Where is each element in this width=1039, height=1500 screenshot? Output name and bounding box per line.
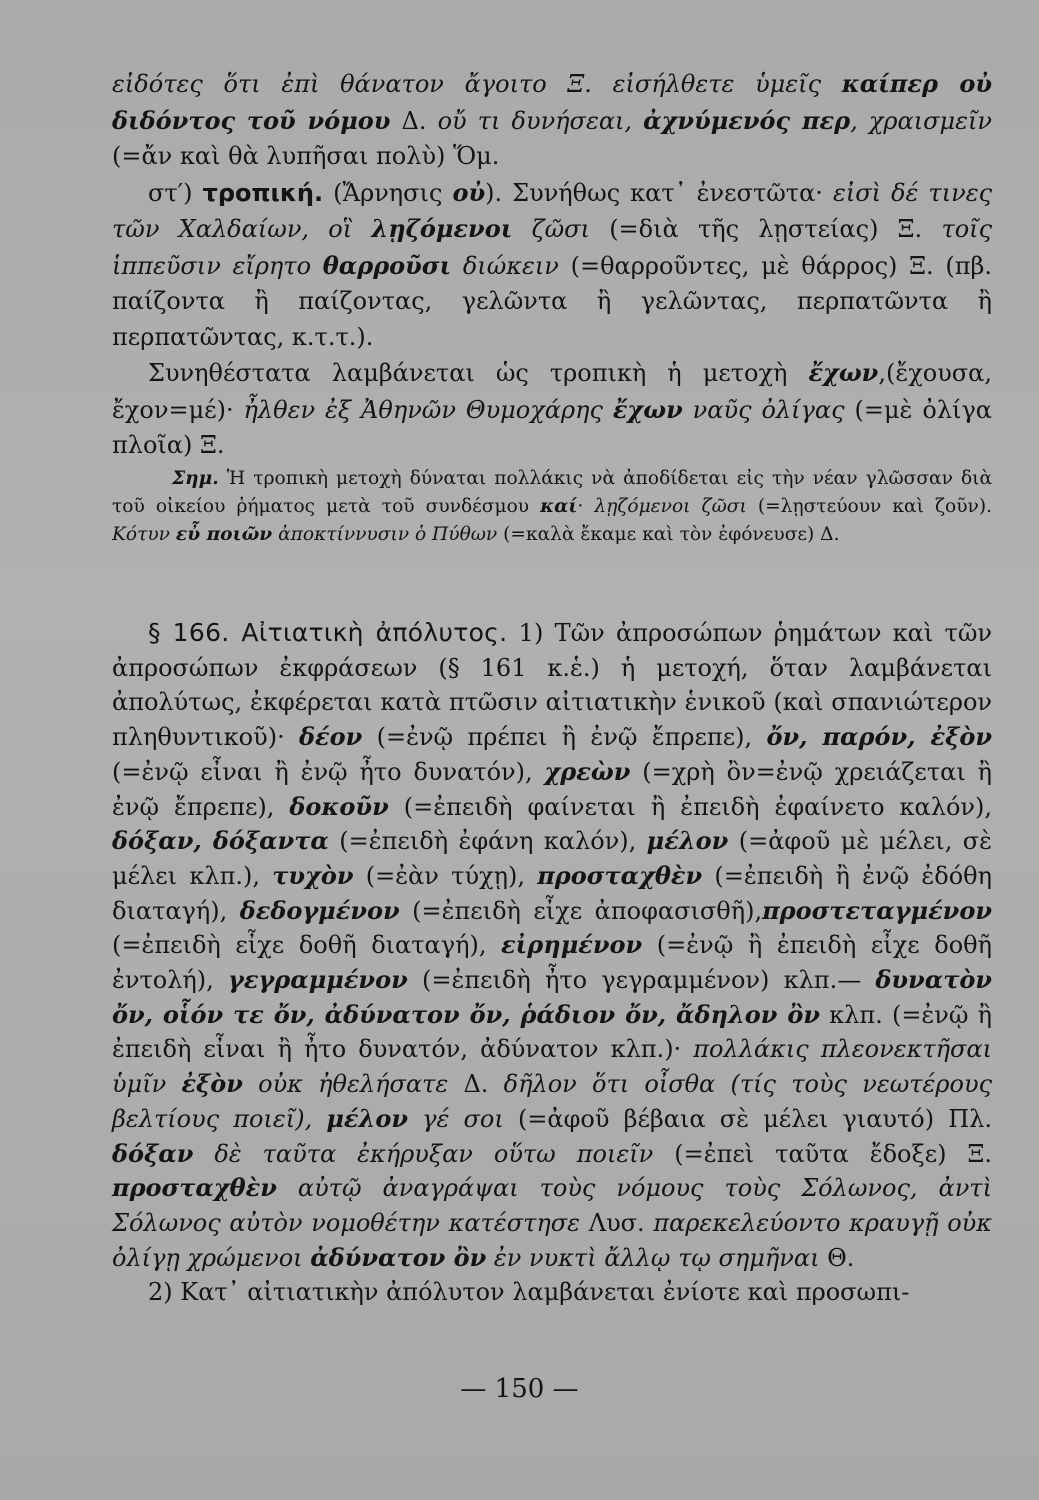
section-paragraph-2: 2) Κατ᾿ αἰτιατικὴν ἀπόλυτον λαμβάνεται ἐνίοτε καὶ προσωπι- [148,1278,910,1307]
text-span: Δ. [390,106,438,135]
bold-phrase: καί [540,496,578,517]
text-span: (=θαρροῦντες, μὲ θάρρος) Ξ. (πβ. παίζοντα ἢ παίζοντας, γελῶντα ἢ γελῶντας, περπατῶντα ἢ περπατῶντας, κ.τ.τ.). [112,251,992,351]
section-paragraph-1 [112,616,992,1275]
text-span: γέ σοι [408,1104,504,1133]
text-span: , [850,106,869,135]
note-label: Σημ. [172,468,219,489]
bold-phrase: τυχὸν [272,860,354,890]
bold-phrase: δέον [299,722,363,752]
text-span: (=ἐπειδὴ φαίνεται ἢ ἐπειδὴ ἐφαίνετο καλόν), [388,792,992,821]
bold-phrase: δεδογμένον [239,895,400,925]
section-heading: § 166. Αἰτιατικὴ ἀπόλυτος. [148,618,508,647]
text-span: (=ἀφοῦ μὲ μέλει, σὲ μέλει κλπ.), [112,827,993,890]
text-span: (=ἐνῷ πρέπει ἢ ἐνῷ ἔπρεπε), [362,723,767,752]
text-span: · [577,496,595,517]
text-span: κλπ. (=ἐνῷ ἢ ἐπειδὴ εἶναι ἢ ἦτο δυνατόν, ἀδύνατον κλπ.)· [112,1000,993,1064]
text-span: (=χρὴ ὂν=ἐνῷ χρειάζεται ἢ ἐνῷ ἔπρεπε), [112,757,992,821]
text-span: Λυσ. [580,1208,654,1237]
text-span: ). Συνήθως κατ᾿ ἐνεστῶτα· [485,178,833,207]
bold-phrase: δοκοῦν [289,791,389,821]
bold-phrase: καίπερ οὐ διδόντος τοῦ νόμου [112,69,992,135]
text-span: ζῶσι [512,215,590,243]
bold-phrase: δυνατὸν ὄν, οἷόν τε ὄν, ἀδύνατον ὄν, ῥάδιον ὄν, ἄδηλον ὂν [112,965,993,1029]
note-block [112,465,992,549]
bold-phrase: δόξαν, δόξαντα [112,826,329,856]
bold-phrase: ἐξὸν [181,1069,243,1099]
text-span: Ἡ τροπικὴ μετοχὴ δύναται πολλάκις νὰ ἀποδίδεται εἰς τὴν νέαν γλῶσσαν διὰ τοῦ οἰκείου ῥήματος μετὰ τοῦ συνδέσμου [112,468,992,517]
text-span: (=μὲ ὀλίγα πλοῖα) Ξ. [112,395,992,459]
bold-phrase: γεγραμμένον [228,965,408,995]
text-span: (=ἐπειδὴ ἢ ἐνῷ ἐδόθη διαταγή), [112,861,992,925]
text-span: ἦλθεν ἐξ Ἀθηνῶν Θυμοχάρης [243,395,613,424]
text-span: (=ἐὰν τύχῃ), [353,861,538,890]
text-span: διώκειν [451,251,559,280]
paragraph-tropiki [112,175,992,356]
text-span: ναῦς ὀλίγας [682,395,845,424]
text-span: δῆλον ὅτι οἶσθα (τίς τοὺς νεωτέρους βελτίους ποιεῖ), [112,1070,993,1133]
text-span: στ′) [148,178,203,207]
bold-phrase: ὄν, παρόν, ἐξὸν [766,722,993,752]
paragraph-examples-concessive [112,66,992,175]
text-span: ,(ἔχουσα, ἔχον=μέ)· [112,359,992,424]
subheading-tropiki: τροπική. [202,178,324,207]
text-span: οὐκ ἠθελήσατε [242,1070,449,1099]
bold-phrase: προσταχθὲν [112,1173,277,1203]
text-span: πολλάκις πλεονεκτῆσαι ὑμῖν [112,1035,992,1099]
text-span: Συνηθέστατα λαμβάνεται ὡς τροπικὴ ἡ μετοχὴ [148,359,809,387]
text-span: εἰσὶ δέ τινες τῶν Χαλδαίων, οἳ [112,178,993,243]
bold-phrase: ἔχων [612,394,683,424]
text-span: Δ. [448,1070,504,1099]
text-span: (=ἀφοῦ βέβαια σὲ μέλει γιαυτό) Πλ. [503,1104,992,1133]
text-span: οὔ τι δυνήσεαι, [437,106,644,135]
text-span: (=διὰ τῆς λῃστείας) Ξ. [589,215,942,243]
paragraph-exon [112,355,992,464]
text-span: (=ἐνῷ εἶναι ἢ ἐνῷ ἦτο δυνατόν), [112,757,545,786]
text-span: (=ἐπειδὴ ἦτο γεγραμμένον) κλπ.— [407,966,876,995]
text-span: λῃζόμενοι ζῶσι [594,496,747,517]
text-span: (=ἐπειδὴ εἶχε δοθῆ διαταγή), [112,931,502,960]
bold-phrase: ἀδύνατον ὂν [310,1242,487,1272]
text-span: ἐν νυκτὶ ἄλλῳ τῳ σημῆναι [486,1243,820,1272]
text-span: ἀποκτίννυσιν ὁ Πύθων [272,524,498,545]
text-span: δὲ ταῦτα ἐκήρυξαν οὕτω ποιεῖν [193,1139,654,1168]
text-span: (=καλὰ ἔκαμε καὶ τὸν ἐφόνευσε) Δ. [497,524,840,545]
main-text-top [112,66,992,464]
section-166 [112,616,992,1310]
bold-phrase: οὐ [452,177,486,207]
text-span: (=ἐπειδὴ εἶχε ἀποφασισθῆ), [399,896,763,925]
bold-phrase: θαρροῦσι [322,250,452,280]
bold-phrase: εἰρημένον [501,930,643,960]
bold-phrase: χρεὼν [544,756,631,786]
text-span: (=λῃστεύουν καὶ ζοῦν). [746,496,992,517]
text-span: τοῖς ἱππεῦσιν εἴρητο [112,215,993,280]
bold-phrase: δόξαν [112,1138,194,1168]
text-span: Κότυν [112,524,176,545]
bold-phrase: μέλον [646,826,729,856]
text-span: Θ. [819,1243,855,1272]
bold-phrase: προστεταγμένον [762,895,992,925]
text-span: χραισμεῖν [868,106,993,135]
text-span: (=ἐπειδὴ ἐφάνη καλόν), [328,827,647,856]
text-span: 1) Τῶν ἀπροσώπων ῥημάτων καὶ τῶν ἀπροσώπων ἐκφράσεων (§ 161 κ.ἑ.) ἡ μετοχή, ὅταν λαμβάνεται ἀπολύτως, ἐκφέρεται κατὰ πτῶσιν αἰτιατικὴν ἑνικοῦ (καὶ σπανιώτερον πληθυντικοῦ)· [112,619,992,752]
bold-phrase: ἔχων [808,358,879,387]
bold-phrase: εὖ ποιῶν [175,524,273,545]
text-span: εἰδότες ὅτι ἐπὶ θάνατον ἄγοιτο Ξ. εἰσήλθετε ὑμεῖς [112,70,842,98]
page-number: — 150 — [460,1374,579,1404]
note-paragraph [112,465,992,549]
text-span: (Ἄρνησις [323,178,453,207]
text-span: (=ἐπεὶ ταῦτα ἔδοξε) Ξ. [653,1139,992,1168]
text-span: (=ἐνῷ ἢ ἐπειδὴ εἶχε δοθῆ ἐντολή), [112,931,993,995]
bold-phrase: ἀχνύμενός περ [643,105,851,135]
bold-phrase: μέλον [326,1103,409,1133]
text-span: (=ἄν καὶ θὰ λυπῆσαι πολὺ) Ὅμ. [112,142,500,170]
text-span: παρεκελεύοντο κραυγῇ οὐκ ὀλίγῃ χρώμενοι [112,1208,992,1272]
bold-phrase: λῃζόμενοι [371,214,513,243]
bold-phrase: προσταχθὲν [537,860,703,890]
text-span: αὐτῷ ἀναγράψαι τοὺς νόμους τοὺς Σόλωνος, ἀντὶ Σόλωνος αὐτὸν νομοθέτην κατέστησε [112,1174,992,1237]
